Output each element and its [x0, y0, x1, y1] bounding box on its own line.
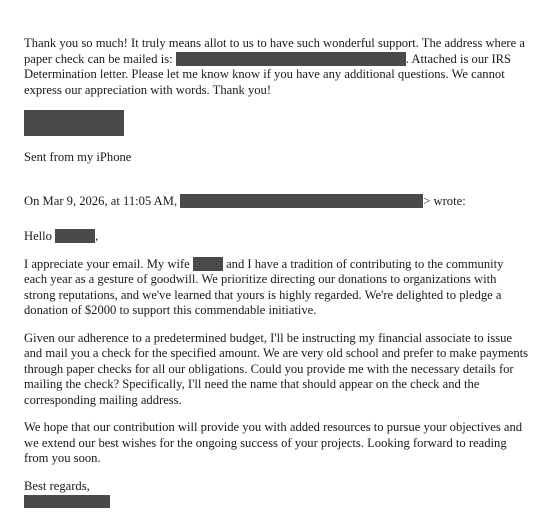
quoted-paragraph-1 [24, 257, 529, 319]
quoted-p1-start: I appreciate your email. My wife [24, 256, 190, 271]
quoted-header-wrote: > wrote: [423, 193, 466, 208]
redacted-address [176, 52, 406, 66]
reply-text-end: . Attached is our IRS Determination letter. Please let me know know if you have any additional questions. We cannot express our appreciation with words. Thank you! [24, 51, 512, 97]
reply-text-start: Thank you so much! It truly means allot to us to have such wonderful support. The address where a paper check can be mailed is: [24, 36, 525, 66]
redacted-sender-email [180, 194, 423, 208]
greeting-line [24, 229, 529, 245]
quoted-paragraph-3: We hope that our contribution will provide you with added resources to pursue your objectives and we extend our best wishes for the ongoing success of your projects. Looking forward to reading from you soon. [24, 420, 523, 465]
greeting-comma: , [95, 229, 99, 243]
redacted-closing-name [24, 495, 110, 508]
sent-from-line: Sent from my iPhone [24, 150, 132, 164]
quoted-p1-end: and I have a tradition of contributing to the community each year as a gesture of goodwill. We prioritize directing our donations to organizations with strong reputations, and we've learned that yours is highly regarded. We're delighted to pledge a donation of $2000 to support this commendable initiative. [24, 256, 504, 317]
closing-line: Best regards, [24, 478, 90, 493]
redacted-wife-name [193, 257, 223, 271]
greeting-word: Hello [24, 229, 52, 243]
quoted-header [24, 194, 529, 210]
reply-paragraph [24, 36, 529, 98]
redacted-signature-block [24, 110, 124, 136]
quoted-paragraph-2: Given our adherence to a predetermined budget, I'll be instructing my financial associate to issue and mail you a check for the specified amount. We are very old school and prefer to make payments through paper checks for all our obligations. Could you provide me with the necessary details for mailing the check? Specifically, I'll need the name that should appear on the check and the corresponding mailing address. [24, 330, 529, 407]
redacted-recipient-name [55, 229, 95, 243]
email-body [24, 36, 529, 510]
quoted-header-date: On Mar 9, 2026, at 11:05 AM, [24, 193, 178, 208]
